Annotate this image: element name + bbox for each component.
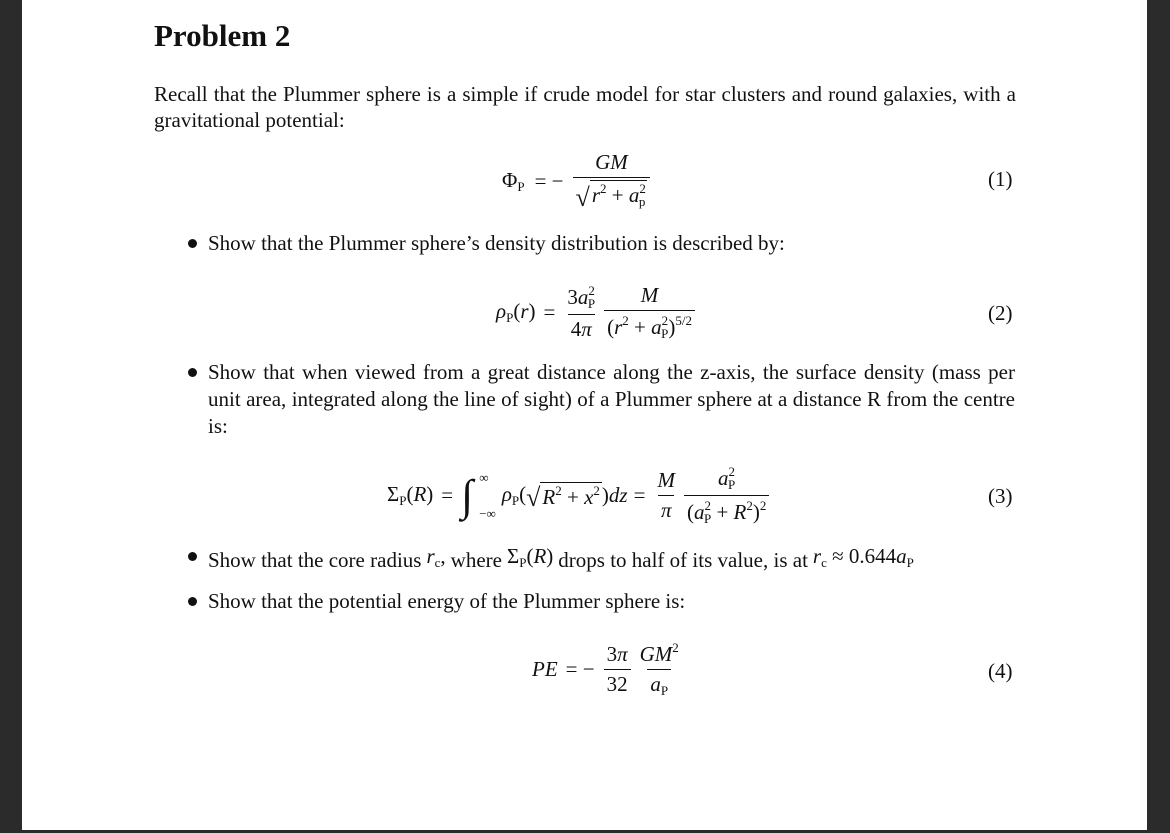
equation-1-number: (1): [988, 167, 1013, 191]
bullet-2-text: Show that when viewed from a great distance along the z-axis, the surface density (mass per unit area, integrated along the line of sight) of a Plummer sphere at a distance R from the centre is:: [208, 360, 1015, 438]
equation-3: $\Sigma_P(R)$ = ∫ ∞ −∞ $\rho_P$( √ $R^2 + x^2$ )dz = $\frac{M}{\pi}$ $\frac{a^2_P}{(a^2_P + R^2)^2}$: [387, 464, 772, 527]
document-page: [22, 0, 1147, 830]
equation-4: PE = − $\frac{3\pi}{32}$ $\frac{GM^2}{a_P}$: [532, 640, 679, 698]
bullet-3-part-3: drops to half of its value, is at: [558, 547, 808, 572]
equation-4-number: (4): [988, 659, 1013, 683]
bullet-marker: [188, 368, 197, 377]
bullet-marker: [188, 597, 197, 606]
intro-paragraph: Recall that the Plummer sphere is a simple if crude model for star clusters and round galaxies, with a gravitational potential:: [154, 82, 1016, 132]
bullet-4-text: Show that the potential energy of the Plummer sphere is:: [208, 589, 686, 613]
bullet-3-text: Show that the core radius $r_c$, where $\Sigma_P(R)$ drops to half of its value, is at $r_c \approx 0.644a_P$: [208, 544, 914, 572]
equation-3-number: (3): [988, 484, 1013, 508]
equation-1: $\Phi_P$ = − GM √ $r^2 + a^2_p$: [502, 150, 653, 212]
problem-heading: Problem 2: [154, 18, 291, 53]
bullet-3-part-2: where: [450, 547, 502, 572]
core-radius-value: 0.644: [848, 544, 897, 568]
equation-2: $\rho_P(r)$ = $\frac{3a^2_P}{4\pi}$ $\frac{M}{(r^2 + a^2_P)^{5/2}}$: [496, 283, 698, 342]
bullet-1-text: Show that the Plummer sphere’s density distribution is described by:: [208, 231, 785, 255]
bullet-marker: [188, 552, 197, 561]
equation-2-number: (2): [988, 301, 1013, 325]
bullet-3-part-1: Show that the core radius: [208, 547, 422, 572]
bullet-marker: [188, 239, 197, 248]
